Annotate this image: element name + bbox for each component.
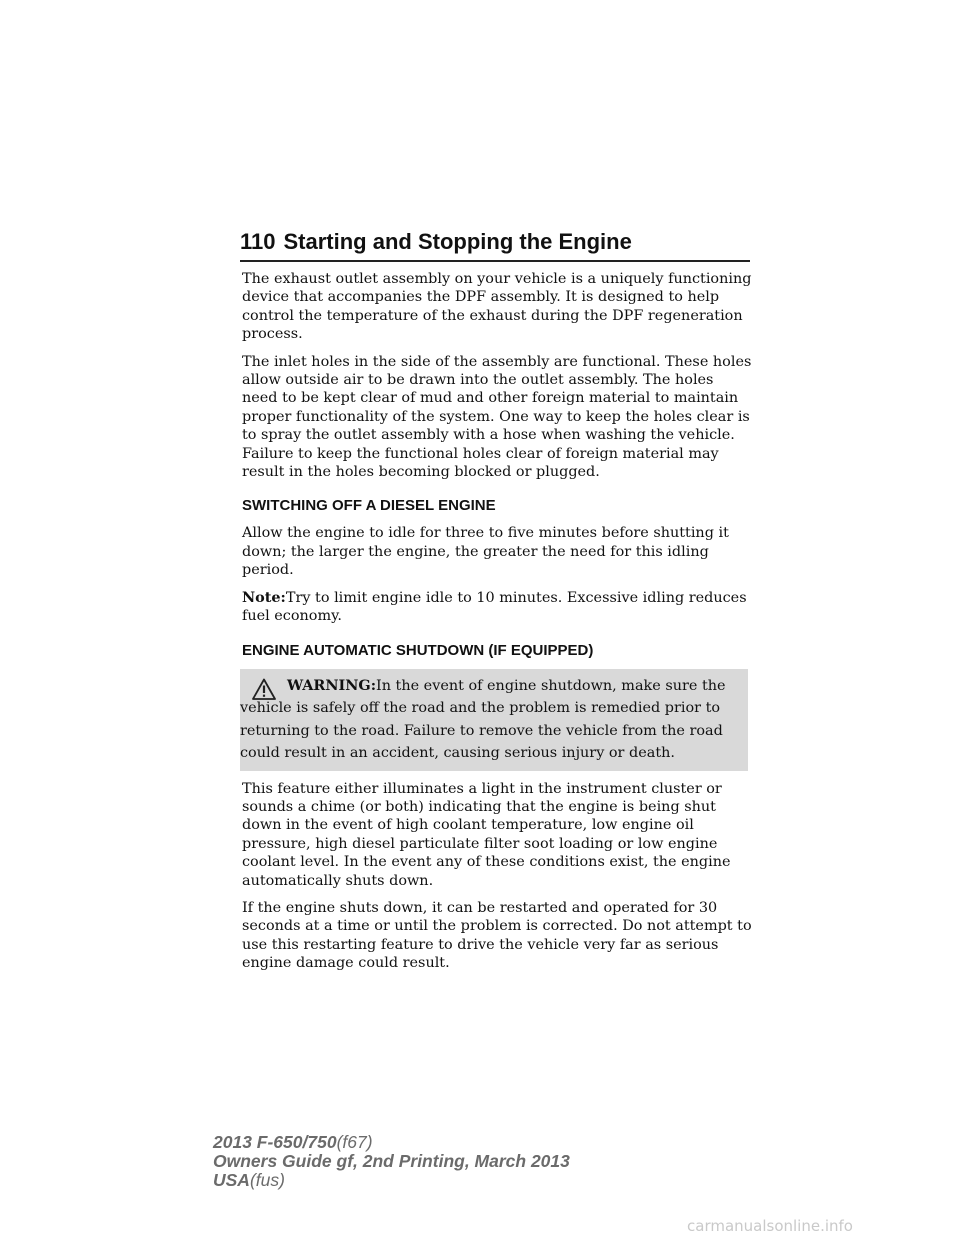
warning-box — [240, 669, 748, 771]
footer-line-printing: Owners Guide gf, 2nd Printing, March 2013 — [213, 1151, 570, 1171]
page-number: 110 — [240, 229, 276, 254]
footer-model-code: (f67) — [336, 1132, 373, 1152]
heading-auto-shutdown: ENGINE AUTOMATIC SHUTDOWN (IF EQUIPPED) — [242, 641, 594, 659]
footer-market-code: (fus) — [249, 1170, 285, 1190]
paragraph-exhaust-outlet: The exhaust outlet assembly on your vehicle is a uniquely functioning device that accompanies the DPF assembly. It is designed to help control the temperature of the exhaust during the DPF regeneration process. — [242, 271, 752, 343]
note-label: Note: — [242, 588, 286, 606]
heading-switching-off: SWITCHING OFF A DIESEL ENGINE — [242, 497, 496, 515]
footer — [213, 1133, 570, 1190]
note-text: Try to limit engine idle to 10 minutes. Excessive idling reduces fuel economy. — [242, 589, 747, 625]
paragraph-idle-period: Allow the engine to idle for three to five minutes before shutting it down; the larger the engine, the greater the need for this idling period. — [242, 525, 729, 579]
paragraph-restart: If the engine shuts down, it can be restarted and operated for 30 seconds at a time or until the problem is corrected. Do not attempt to use this restarting feature to drive the vehicle very far as serious engine damage could result. — [242, 899, 752, 972]
footer-model: 2013 F-650/750 — [213, 1132, 337, 1152]
page-body — [242, 270, 752, 982]
warning-first-line — [240, 675, 740, 698]
paragraph-inlet-holes: The inlet holes in the side of the assembly are functional. These holes allow outside air to be drawn into the outlet assembly. The holes need to be kept clear of mud and other foreign material to maintain proper functionality of the system. One way to keep the holes clear is to spray the outlet assembly with a hose when washing the vehicle. Failure to keep the functional holes clear of foreign material may result in the holes becoming blocked or plugged. — [242, 353, 752, 481]
footer-market: USA — [213, 1170, 250, 1190]
warning-text: vehicle is safely off the road and the problem is remedied prior to returning to the road. Failure to remove the vehicle from the road could result in an accident, causing serious injury or death. — [240, 700, 723, 761]
paragraph-shutdown-feature: This feature either illuminates a light in the instrument cluster or sounds a chime (or both) indicating that the engine is being shut down in the event of high coolant temperature, low engine oil pressure, high diesel particulate filter soot loading or low engine coolant level. In the event any of these conditions exist, the engine automatically shuts down. — [242, 780, 731, 889]
warning-text-line1: In the event of engine shutdown, make sure the — [376, 677, 726, 694]
chapter-title: Starting and Stopping the Engine — [283, 229, 632, 254]
page-header — [240, 228, 750, 262]
footer-line-model — [213, 1133, 570, 1152]
warning-triangle-icon — [252, 678, 276, 700]
warning-label: WARNING: — [287, 676, 377, 694]
footer-line-market — [213, 1171, 570, 1190]
watermark-link[interactable]: carmanualsonline.info — [687, 1217, 853, 1235]
note-paragraph — [242, 589, 752, 626]
